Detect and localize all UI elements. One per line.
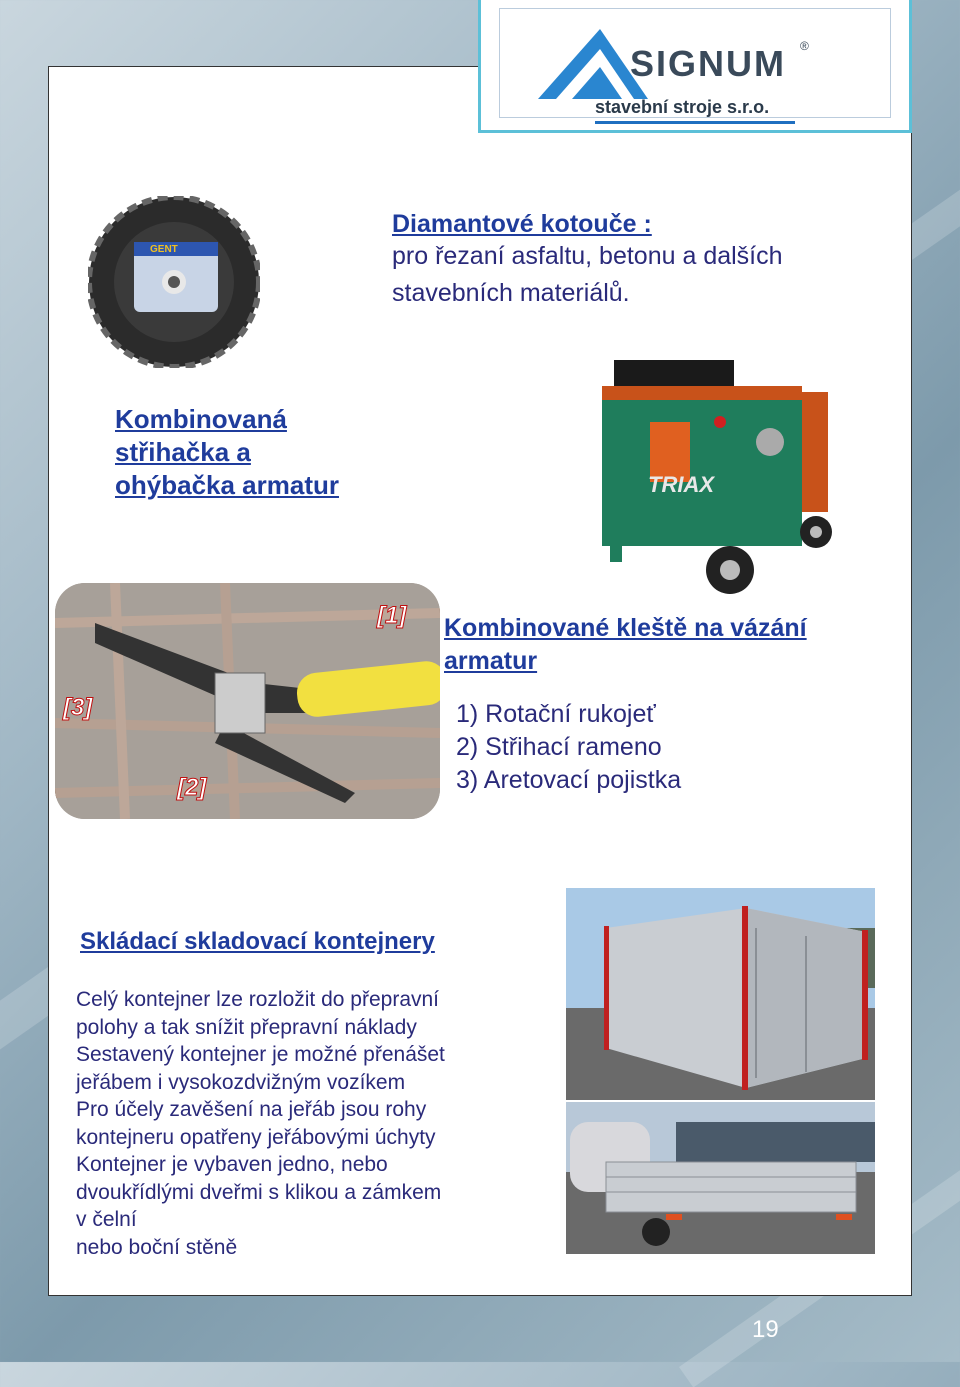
containers-line: dvoukřídlými dveřmi s klikou a zámkem: [76, 1180, 442, 1204]
containers-line: v čelní: [76, 1208, 137, 1231]
logo-name: SIGNUM: [630, 43, 786, 84]
containers-description: [76, 986, 556, 1261]
containers-line: polohy a tak snížit přepravní náklady: [76, 1015, 417, 1039]
combo-title-line-1: Kombinovaná: [115, 404, 287, 434]
page-number: 19: [752, 1316, 779, 1343]
containers-line: kontejneru opatřeny jeřábovými úchyty: [76, 1125, 436, 1149]
pliers-image: [55, 583, 440, 819]
logo-subtitle: stavební stroje s.r.o.: [595, 97, 770, 117]
pliers-label-1: [1]: [377, 602, 407, 629]
pliers-illustration: [55, 583, 440, 819]
pliers-label-3: [3]: [63, 694, 93, 721]
combo-title-line-2: střihačka a: [115, 437, 251, 467]
pliers-label-2: [2]: [177, 774, 207, 801]
containers-line: Kontejner je vybaven jedno, nebo: [76, 1153, 388, 1176]
combo-title-line-3: ohýbačka armatur: [115, 470, 339, 500]
pliers-title-line-2: armatur: [444, 647, 538, 675]
company-logo: [478, 0, 912, 133]
containers-line: nebo boční stěně: [76, 1235, 238, 1259]
containers-line: Sestavený kontejner je možné přenášet: [76, 1043, 445, 1066]
pliers-item-1: 1) Rotační rukojeť: [456, 700, 656, 728]
pliers-item-3: 3) Aretovací pojistka: [456, 766, 682, 794]
container-folded-image: [566, 1102, 875, 1254]
diamond-title: Diamantové kotouče :: [392, 210, 652, 238]
pliers-item-2: 2) Střihací rameno: [456, 733, 662, 761]
containers-title: Skládací skladovací kontejnery: [80, 928, 435, 955]
containers-line: Pro účely zavěšení na jeřáb jsou rohy: [76, 1098, 427, 1121]
containers-line: jeřábem i vysokozdvižným vozíkem: [76, 1070, 406, 1094]
diamond-disc-image: [88, 196, 260, 368]
disc-brand-label: GENT: [150, 244, 178, 255]
logo-underline: [595, 121, 795, 124]
logo-registered-mark: ®: [800, 39, 809, 53]
rebar-machine-image: [590, 352, 840, 602]
diamond-line-1: pro řezaní asfaltu, betonu a dalších: [392, 242, 783, 270]
diamond-line-2: stavebních materiálů.: [392, 279, 630, 307]
pliers-title-line-1: Kombinované kleště na vázání: [444, 614, 807, 642]
containers-line: Celý kontejner lze rozložit do přepravní: [76, 988, 440, 1011]
machine-brand-label: TRIAX: [648, 472, 714, 497]
logo-frame: [499, 8, 891, 118]
container-assembled-image: [566, 888, 875, 1100]
